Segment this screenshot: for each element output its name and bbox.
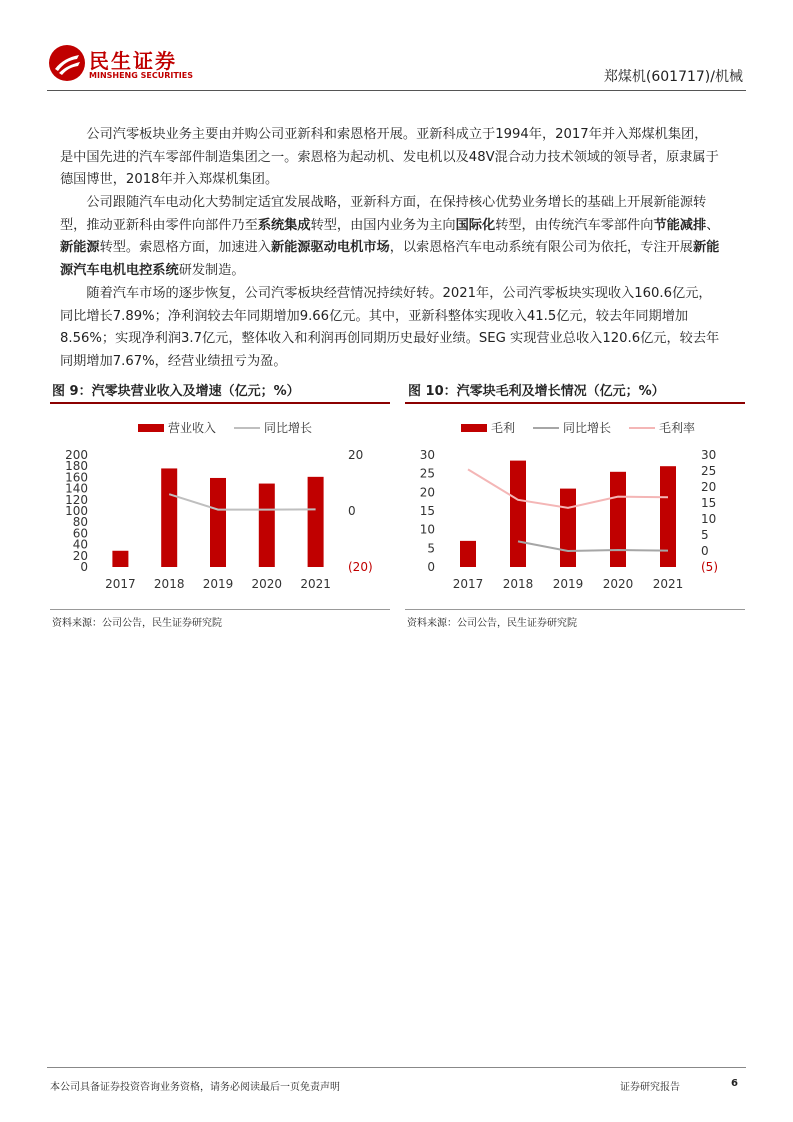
left-axis-tick-label: 100	[65, 504, 88, 518]
report-tag: 郑煤机(601717)/机械	[603, 69, 743, 85]
footer-label: 证券研究报告	[620, 1082, 680, 1093]
bar-2021	[308, 477, 324, 567]
bar-2020	[259, 484, 275, 567]
paragraph-1: 公司汽零板块业务主要由并购公司亚新科和索恩格开展。亚新科成立于1994年，2017年并入郑煤机集团，是中国先进的汽车零部件制造集团之一。索恩格为起动机、发电机以及48V混合动力技术领域的领导者，原隶属于德国博世，2018年并入郑煤机集团。	[60, 127, 719, 187]
right-axis-tick-label: 0	[348, 504, 356, 518]
figure-9-chart	[50, 410, 390, 605]
bar-2021	[660, 466, 676, 567]
left-axis-tick-label: 15	[419, 504, 435, 518]
bar-2019	[210, 478, 226, 567]
x-axis-tick-label: 2021	[300, 577, 331, 591]
legend-label: 同比增长	[563, 421, 612, 435]
x-axis-tick-label: 2021	[652, 577, 684, 591]
left-axis-tick-label: 10	[419, 522, 435, 537]
right-axis-tick-label: 20	[348, 448, 364, 462]
figure-9-title-rule	[50, 402, 390, 404]
paragraph-3: 随着汽车市场的逐步恢复，公司汽零板块经营情况持续好转。2021年，公司汽零板块实现收入160.6亿元，同比增长7.89%；净利润较去年同期增加9.66亿元。其中，亚新科整体实现收入41.5亿元，较去年同期增加8.56%；实现净利润3.7亿元，整体收入和利润再创同期历史最好业绩。SEG 实现营业总收入120.6亿元，较去年同期增加7.67%，经营业绩扭亏为盈。	[60, 286, 720, 369]
page-number: 6	[731, 1078, 738, 1089]
minsheng-logo-mark-icon	[47, 43, 87, 83]
x-axis-tick-label: 2019	[202, 577, 234, 591]
x-axis-tick-label: 2018	[502, 577, 534, 591]
right-axis-tick-label: (5)	[701, 560, 718, 574]
series-line-yoy-growth	[169, 494, 315, 509]
left-axis-tick-label: 20	[72, 548, 88, 563]
bar-2019	[560, 489, 576, 567]
legend-label: 毛利	[491, 421, 516, 435]
left-axis-tick-label: 160	[65, 470, 88, 485]
figure-10-title-rule	[405, 402, 745, 404]
logo-text-cn: 民生证券	[89, 49, 177, 73]
left-axis-tick-label: 0	[427, 560, 435, 574]
x-axis-tick-label: 2017	[105, 577, 136, 591]
x-axis-tick-label: 2020	[251, 577, 283, 591]
bar-2017	[460, 541, 476, 567]
figure-10-source: 资料来源：公司公告，民生证券研究院	[407, 618, 577, 629]
series-line-yoy-growth	[518, 541, 668, 551]
right-axis-tick-label: 0	[701, 544, 709, 558]
left-axis-tick-label: 80	[72, 515, 88, 530]
header-divider	[47, 90, 746, 91]
bar-2020	[610, 472, 626, 567]
x-axis-tick-label: 2017	[452, 577, 484, 591]
figure-10-chart	[405, 410, 745, 605]
left-axis-tick-label: 180	[65, 459, 88, 474]
right-axis-tick-label: (20)	[348, 560, 373, 574]
left-axis-tick-label: 30	[419, 448, 435, 462]
logo-text-en: MINSHENG SECURITIES	[89, 71, 193, 80]
right-axis-tick-label: 25	[701, 464, 717, 478]
bar-2018	[161, 468, 177, 567]
left-axis-tick-label: 60	[72, 526, 88, 541]
x-axis-tick-label: 2020	[602, 577, 634, 591]
left-axis-tick-label: 20	[419, 485, 435, 500]
left-axis-tick-label: 40	[72, 537, 88, 552]
figure-9-source: 资料来源：公司公告，民生证券研究院	[52, 618, 222, 629]
left-axis-tick-label: 140	[65, 481, 88, 496]
paragraph-2: 公司跟随汽车电动化大势制定适宜发展战略，亚新科方面，在保持核心优势业务增长的基础上开展新能源转型，推动亚新科由零件向部件乃至系统集成转型，由国内业务为主向国际化转型，由传统汽车零部件向节能减排、新能源转型。索恩格方面，加速进入新能源驱动电机市场，以索恩格汽车电动系统有限公司为依托，专注开展新能源汽车电机电控系统研发制造。	[60, 195, 720, 278]
figure-9-title: 图 9：汽零块营业收入及增速（亿元；%）	[52, 384, 300, 399]
x-axis-tick-label: 2018	[153, 577, 185, 591]
legend-label: 营业收入	[168, 421, 217, 435]
right-axis-tick-label: 30	[701, 448, 717, 462]
footer-divider	[47, 1067, 746, 1068]
left-axis-tick-label: 120	[65, 492, 88, 507]
legend-label: 毛利率	[659, 421, 696, 435]
figure-9-source-rule	[50, 609, 390, 610]
left-axis-tick-label: 0	[80, 560, 88, 574]
left-axis-tick-label: 200	[65, 448, 88, 462]
right-axis-tick-label: 15	[701, 496, 717, 510]
right-axis-tick-label: 5	[701, 528, 709, 542]
legend-swatch-bar	[138, 424, 164, 432]
right-axis-tick-label: 10	[701, 512, 717, 526]
minsheng-logo	[47, 43, 197, 87]
figure-10-source-rule	[405, 609, 745, 610]
x-axis-tick-label: 2019	[552, 577, 584, 591]
left-axis-tick-label: 5	[427, 541, 435, 556]
legend-label: 同比增长	[264, 421, 313, 435]
legend-swatch-bar	[461, 424, 487, 432]
bar-2017	[112, 551, 128, 567]
bar-2018	[510, 461, 526, 567]
right-axis-tick-label: 20	[701, 480, 717, 494]
footer-disclaimer: 本公司具备证券投资咨询业务资格，请务必阅读最后一页免责声明	[50, 1082, 340, 1093]
figure-10-title: 图 10：汽零块毛利及增长情况（亿元；%）	[408, 384, 665, 399]
left-axis-tick-label: 25	[419, 466, 435, 481]
